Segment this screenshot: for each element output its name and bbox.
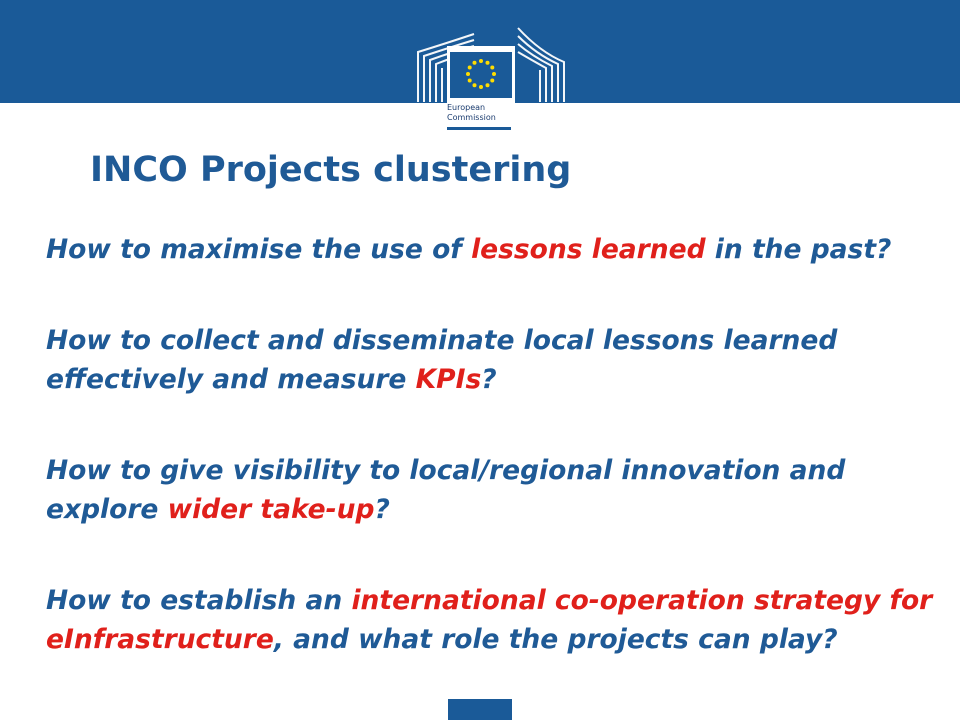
question-item: How to give visibility to local/regional innovation and explore wider take-up? [46,455,846,525]
eu-flag-icon [450,52,512,98]
logo-text-line2: Commission [447,113,496,122]
question-item: How to establish an international co-operation strategy for eInfrastructure, and what role the projects can play? [46,585,933,655]
question-item: How to maximise the use of lessons learned in the past? [46,234,892,265]
highlight-text: wider take-up [167,494,375,525]
highlight-text: international co-operation strategy for eInfrastructure [46,585,933,655]
logo-underline [447,127,511,130]
highlight-text: KPIs [415,364,482,395]
question-list [46,230,960,711]
footer-flag-strip [448,699,512,720]
logo-text-line1: European [447,103,486,112]
question-item: How to collect and disseminate local lessons learned effectively and measure KPIs? [46,325,838,395]
logo-caption [447,103,517,123]
slide-title: INCO Projects clustering [90,150,572,190]
highlight-text: lessons learned [471,234,706,265]
